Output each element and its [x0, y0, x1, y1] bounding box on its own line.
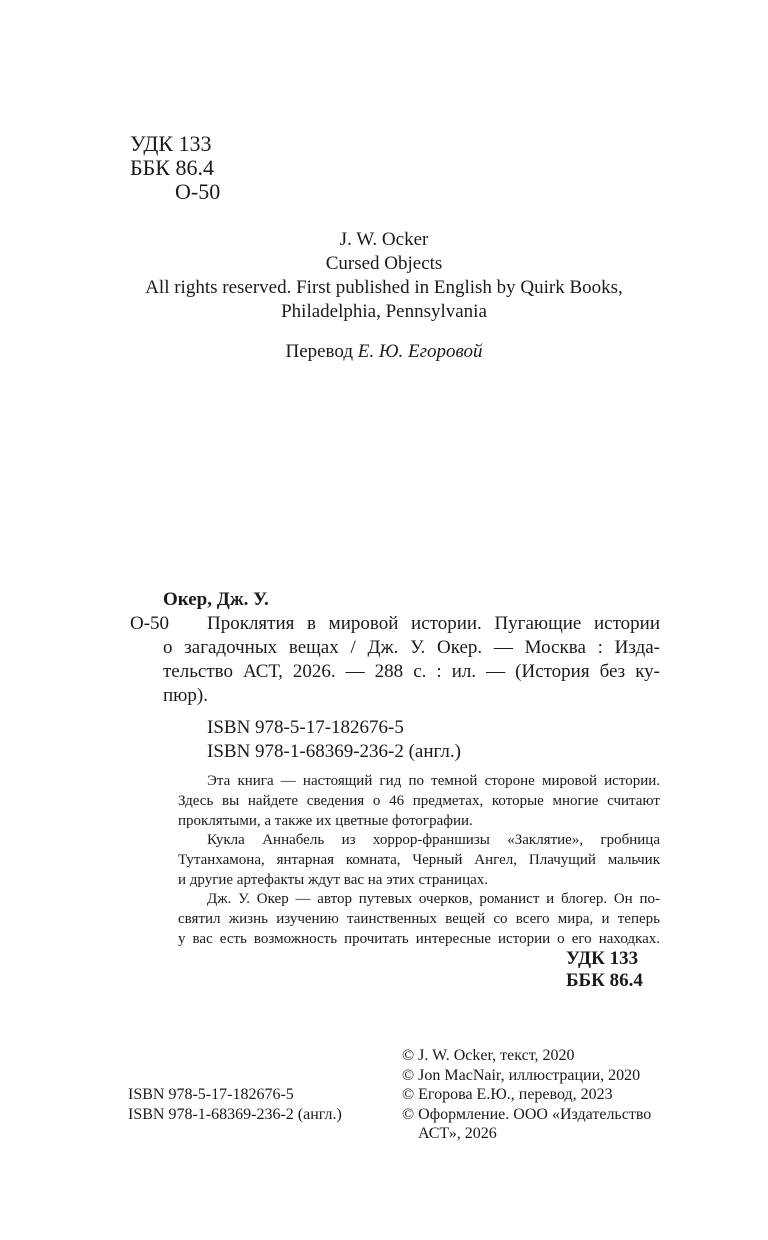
copyright-line: © Егорова Е.Ю., перевод, 2023	[402, 1086, 613, 1103]
annotation-line: Тутанхамона, янтарная комната, Черный Ангел, Плачущий мальчик	[178, 852, 660, 868]
copyright-line: © J. W. Ocker, текст, 2020	[402, 1047, 575, 1064]
catalog-heading: Окер, Дж. У.	[163, 589, 269, 610]
rights-line-2: Philadelphia, Pennsylvania	[281, 301, 487, 322]
udk-top: УДК 133	[130, 131, 212, 156]
catalog-author-mark: О-50	[130, 613, 170, 634]
author-mark-top: О-50	[175, 179, 221, 204]
annotation-line: Эта книга — настоящий гид по темной стороне мировой истории.	[207, 773, 660, 789]
translator-name: Е. Ю. Егоровой	[357, 341, 483, 362]
footer-isbn: ISBN 978-1-68369-236-2 (англ.)	[128, 1106, 342, 1123]
original-title: Cursed Objects	[325, 253, 443, 274]
catalog-description-line: тельство АСТ, 2026. — 288 с. : ил. — (История без ку-	[163, 661, 660, 682]
catalog-description-line: Проклятия в мировой истории. Пугающие истории	[207, 613, 660, 634]
annotation-line: и другие артефакты ждут вас на этих страницах.	[178, 872, 489, 888]
annotation-line: Кукла Аннабель из хоррор-франшизы «Заклятие», гробница	[207, 832, 660, 848]
annotation-line: святил жизнь изучению таинственных вещей со всего мира, и теперь	[178, 911, 660, 927]
annotation-line: проклятыми, а также их цветные фотографии.	[178, 813, 473, 829]
catalog-description-line: пюр).	[163, 685, 208, 706]
annotation-line: Здесь вы найдете сведения о 46 предметах, которые многие считают	[178, 793, 660, 809]
footer-isbn: ISBN 978-5-17-182676-5	[128, 1086, 294, 1103]
catalog-isbn: ISBN 978-1-68369-236-2 (англ.)	[207, 741, 461, 762]
annotation-line: у вас есть возможность прочитать интересные истории о его находках.	[178, 931, 660, 947]
catalog-description-line: о загадочных вещах / Дж. У. Окер. — Москва : Изда-	[163, 637, 660, 658]
copyright-line: © Jon MacNair, иллюстрации, 2020	[402, 1067, 641, 1084]
copyright-line: АСТ», 2026	[418, 1125, 497, 1142]
bbk-top: ББК 86.4	[130, 155, 214, 180]
catalog-isbn: ISBN 978-5-17-182676-5	[207, 717, 404, 738]
copyright-line: © Оформление. ООО «Издательство	[402, 1106, 652, 1123]
annotation-line: Дж. У. Окер — автор путевых очерков, романист и блогер. Он по-	[207, 891, 660, 907]
catalog-bbk: ББК 86.4	[566, 970, 643, 991]
catalog-udk: УДК 133	[566, 948, 639, 969]
rights-line-1: All rights reserved. First published in English by Quirk Books,	[145, 277, 623, 298]
translation-prefix: Перевод	[285, 341, 354, 362]
original-author: J. W. Ocker	[339, 229, 429, 250]
translation-credit	[84, 340, 684, 364]
